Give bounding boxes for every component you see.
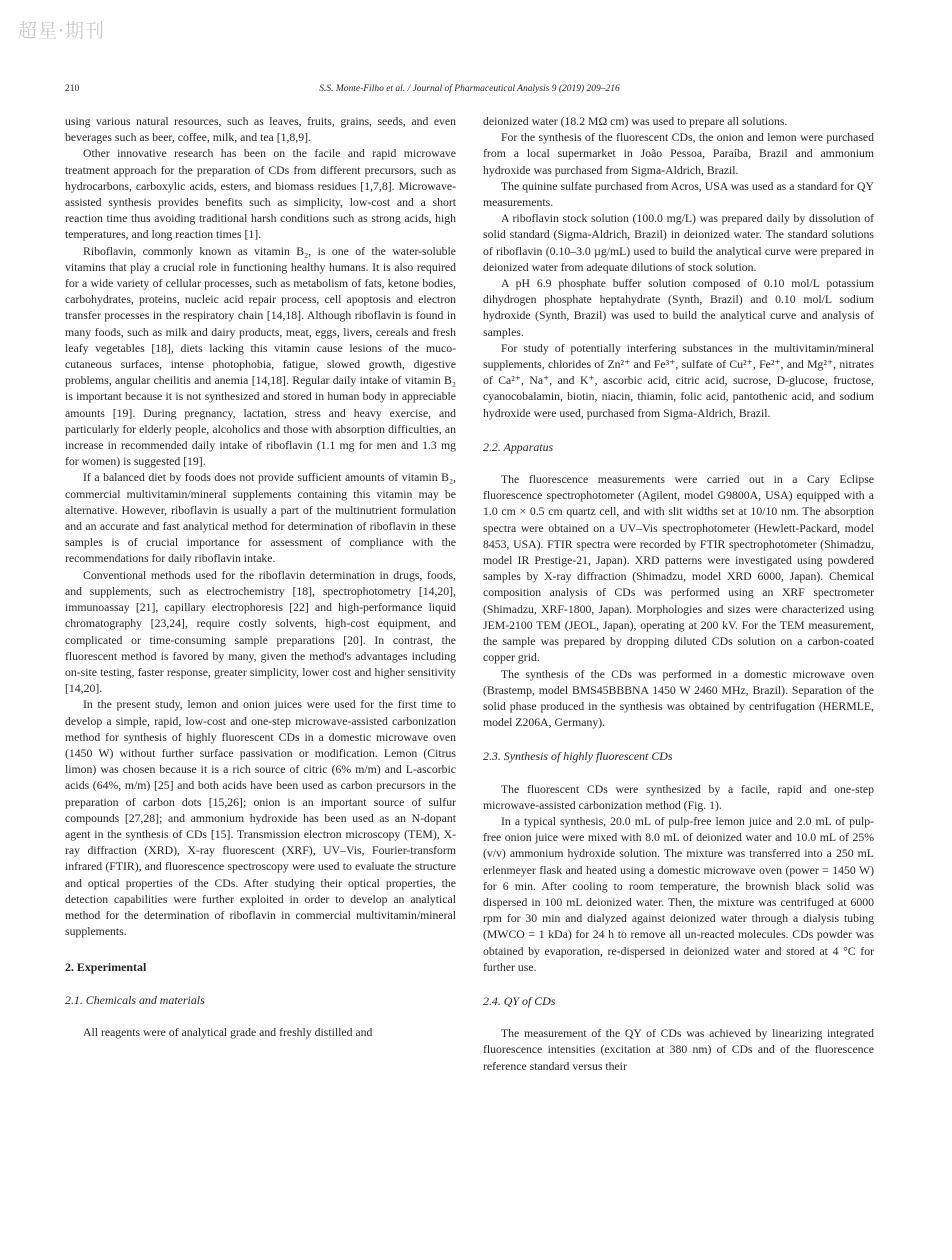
paragraph: using various natural resources, such as leaves, fruits, grains, seeds, and even beverages such as beer, coffee, milk, and tea [1,8,9]. — [65, 115, 456, 145]
paragraph: A pH 6.9 phosphate buffer solution composed of 0.10 mol/L potassium dihydrogen phosphate heptahydrate (Synth, Brazil) and 0.10 mol/L sodium hydroxide (Synth, Brazil) was used to build the analytical curve and analysis of samples. — [483, 277, 874, 339]
paragraph: If a balanced diet by foods does not provide sufficient amounts of vitamin B₂, commercial multivitamin/mineral supplements containing this vitamin may be alternative. However, riboflavin is usually a part of the multinutrient formulation and an accurate and fast analytical method for determination of riboflavin in these samples is of crucial importance for assessment of compliance with the recommendations for daily riboflavin intake. — [65, 471, 456, 566]
page-number: 210 — [65, 84, 80, 94]
paragraph: The measurement of the QY of CDs was achieved by linearizing integrated fluorescence intensities (excitation at 380 nm) of CDs and of the fluorescence reference standard versus their — [483, 1027, 874, 1073]
paragraph: The quinine sulfate purchased from Acros, USA was used as a standard for QY measurements. — [483, 179, 874, 210]
running-header — [65, 84, 874, 100]
paragraph: In the present study, lemon and onion juices were used for the first time to develop a simple, rapid, low-cost and one-step microwave-assisted carbonization method for synthesis of highly fluorescent CDs in a domestic microwave oven (1450 W) without further surface passivation or modification. Lemon (Citrus limon) was chosen because it is a rich source of citric (6% m/m) and L-ascorbic acids (64%, m/m) [25] and both acids have been used as carbon precursors in the preparation of carbon dots [15,26]; onion is an important source of sulfur compounds [27,28]; and ammonium hydroxide has been used as an N-dopant agent in the synthesis of CDs [15]. Transmission electron microscopy (TEM), X-ray diffraction (XRD), X-ray fluorescent (XRF), UV–Vis, Fourier-transform infrared (FTIR), and fluorescence spectroscopy were used to evaluate the structure and optical properties of the CDs. After studying their optical properties, the detection capabilities were further exploited in order to develop an analytical method for the determination of riboflavin in commercial multivitamin/mineral supplements. — [65, 698, 456, 939]
paragraph: The synthesis of the CDs was performed in a domestic microwave oven (Brastemp, model BMS45BBBNA 1450 W 2460 MHz, Brazil). Separation of the solid phase produced in the synthesis was obtained by centrifugation (HERMLE, model Z206A, Germany). — [483, 667, 874, 730]
subsection-heading: 2.4. QY of CDs — [483, 993, 556, 1008]
paragraph: In a typical synthesis, 20.0 mL of pulp-free lemon juice and 2.0 mL of pulp-free onion juice were mixed with 8.0 mL of deionized water and 10.0 mL of 25% (v/v) ammonium hydroxide solution. The mixture was transferred into a 250 mL erlenmeyer flask and heated using a domestic microwave oven (power = 1450 W) for 6 min. After cooling to room temperature, the brownish black solid was dispersed in 100 mL deionized water. Then, the mixture was centrifuged at 6000 rpm for 30 min and dialyzed against deionized water through a dialysis tubing (MWCO = 1 kDa) for 24 h to remove all un-reacted molecules. CDs powder was obtained by evaporation, re-dispersed in deionized water and stored at 4 °C for further use. — [483, 814, 874, 974]
paragraph: A riboflavin stock solution (100.0 mg/L) was prepared daily by dissolution of solid standard (Sigma-Aldrich, Brazil) in deionized water. The standard solutions of riboflavin (0.10–3.0 µg/mL) used to build the analytical curve were prepared in deionized water from adequate dilutions of stock solution. — [483, 212, 874, 274]
paragraph: Other innovative research has been on the facile and rapid microwave treatment approach for the preparation of CDs from different precursors, such as hydrocarbons, carboxylic acids, esters, and biomass residues [1,7,8]. Microwave-assisted synthesis provides benefits such as simplicity, low-cost and a short reaction time thus avoiding traditional harsh conditions such as strong acids, high temperatures, and long reaction times [1]. — [65, 147, 456, 242]
paragraph: All reagents were of analytical grade and freshly distilled and — [83, 1025, 373, 1039]
subsection-heading: 2.2. Apparatus — [483, 439, 554, 454]
paragraph: For study of potentially interfering substances in the multivitamin/mineral supplements, chlorides of Zn²⁺ and Fe³⁺, sulfate of Cu²⁺, Fe²⁺, and Mg²⁺, nitrates of Ca²⁺, Na⁺, and K⁺, ascorbic acid, citric acid, sucrose, D-glucose, fructose, cyanocobalamin, biotin, niacin, thiamin, folic acid, pantothenic acid, and sodium hydroxide were used, purchased from Sigma-Aldrich, Brazil. — [483, 341, 874, 420]
watermark: 超星·期刊 — [18, 20, 106, 42]
paragraph: The fluorescent CDs were synthesized by a facile, rapid and one-step microwave-assisted carbonization method (Fig. 1). — [483, 782, 874, 812]
paragraph: deionized water (18.2 MΩ cm) was used to prepare all solutions. — [483, 115, 788, 128]
paragraph: Riboflavin, commonly known as vitamin B₂, is one of the water-soluble vitamins that play a crucial role in functioning healthy humans. It is also required for a wide variety of cellular processes, such as metabolism of fats, ketone bodies, carbohydrates, proteins, nucleic acid repair process, cell apoptosis and electron transfer processes in the respiratory chain [14,18]. Although riboflavin is found in many foods, such as milk and dairy products, meat, eggs, livers, cereals and fresh leafy vegetables [18], diets lacking this vitamin cause lesions of the muco-cutaneous surfaces, intense photophobia, fatigue, slowed growth, digestive problems, angular cheilitis and anemia [14,18]. Regular daily intake of vitamin B₂ is important because it is not synthesized and stored in human body in appreciable amounts [19]. During pregnancy, lactation, stress and heavy exercise, and particularly for elderly people, alcoholics and those with absorption difficulties, an increase in recommended daily intake of riboflavin (1.1 mg for men and 1.3 mg for women) is suggested [19]. — [65, 244, 456, 469]
subsection-heading: 2.1. Chemicals and materials — [65, 992, 205, 1007]
paragraph: For the synthesis of the fluorescent CDs, the onion and lemon were purchased from a local supermarket in João Pessoa, Paraíba, Brazil and ammonium hydroxide was purchased from Sigma-Aldrich, Brazil. — [483, 131, 874, 177]
paragraph: The fluorescence measurements were carried out in a Cary Eclipse fluorescence spectrophotometer (Agilent, model G9800A, USA) equipped with a 1.0 cm × 0.5 cm quartz cell, and with slit widths set at 10/10 nm. The absorption spectra were obtained on a UV–Vis spectrophotometer (Hewlett-Packard, model 8453, USA). FTIR spectra were recorded by FTIR spectrophotometer (Shimadzu, model IR Prestige-21, Japan). XRD patterns were investigated using powdered samples by X-ray diffraction (Shimadzu, model XRD 6000, Japan). Chemical composition analysis of CDs was performed using an XRF spectrometer (Shimadzu, XRF-1800, Japan). Morphologies and sizes were characterized using JEM-2100 TEM (JEOL, Japan), operating at 200 kV. For the TEM measurement, the sample was prepared by dropping diluted CDs solution on a carbon-coated copper grid. — [483, 473, 874, 665]
paragraph: Conventional methods used for the riboflavin determination in drugs, foods, and supplements, such as electrochemistry [18], spectrophotometry [14,20], immunoassay [21], capillary electrophoresis [22] and high-performance liquid chromatography [23,24], require costly solvents, high-cost equipment, and complicated or time-consuming sample preparations [20]. In contrast, the fluorescent method is favored by many, given the method's advantages including on-site testing, faster response, greater simplicity, lower cost and higher sensitivity [14,20]. — [65, 568, 456, 696]
left-column — [65, 114, 456, 1041]
section-heading: 2. Experimental — [65, 960, 147, 975]
right-column — [483, 114, 874, 1075]
subsection-heading: 2.3. Synthesis of highly fluorescent CDs — [483, 749, 673, 764]
journal-citation: S.S. Monte-Filho et al. / Journal of Pharmaceutical Analysis 9 (2019) 209–216 — [319, 84, 620, 94]
